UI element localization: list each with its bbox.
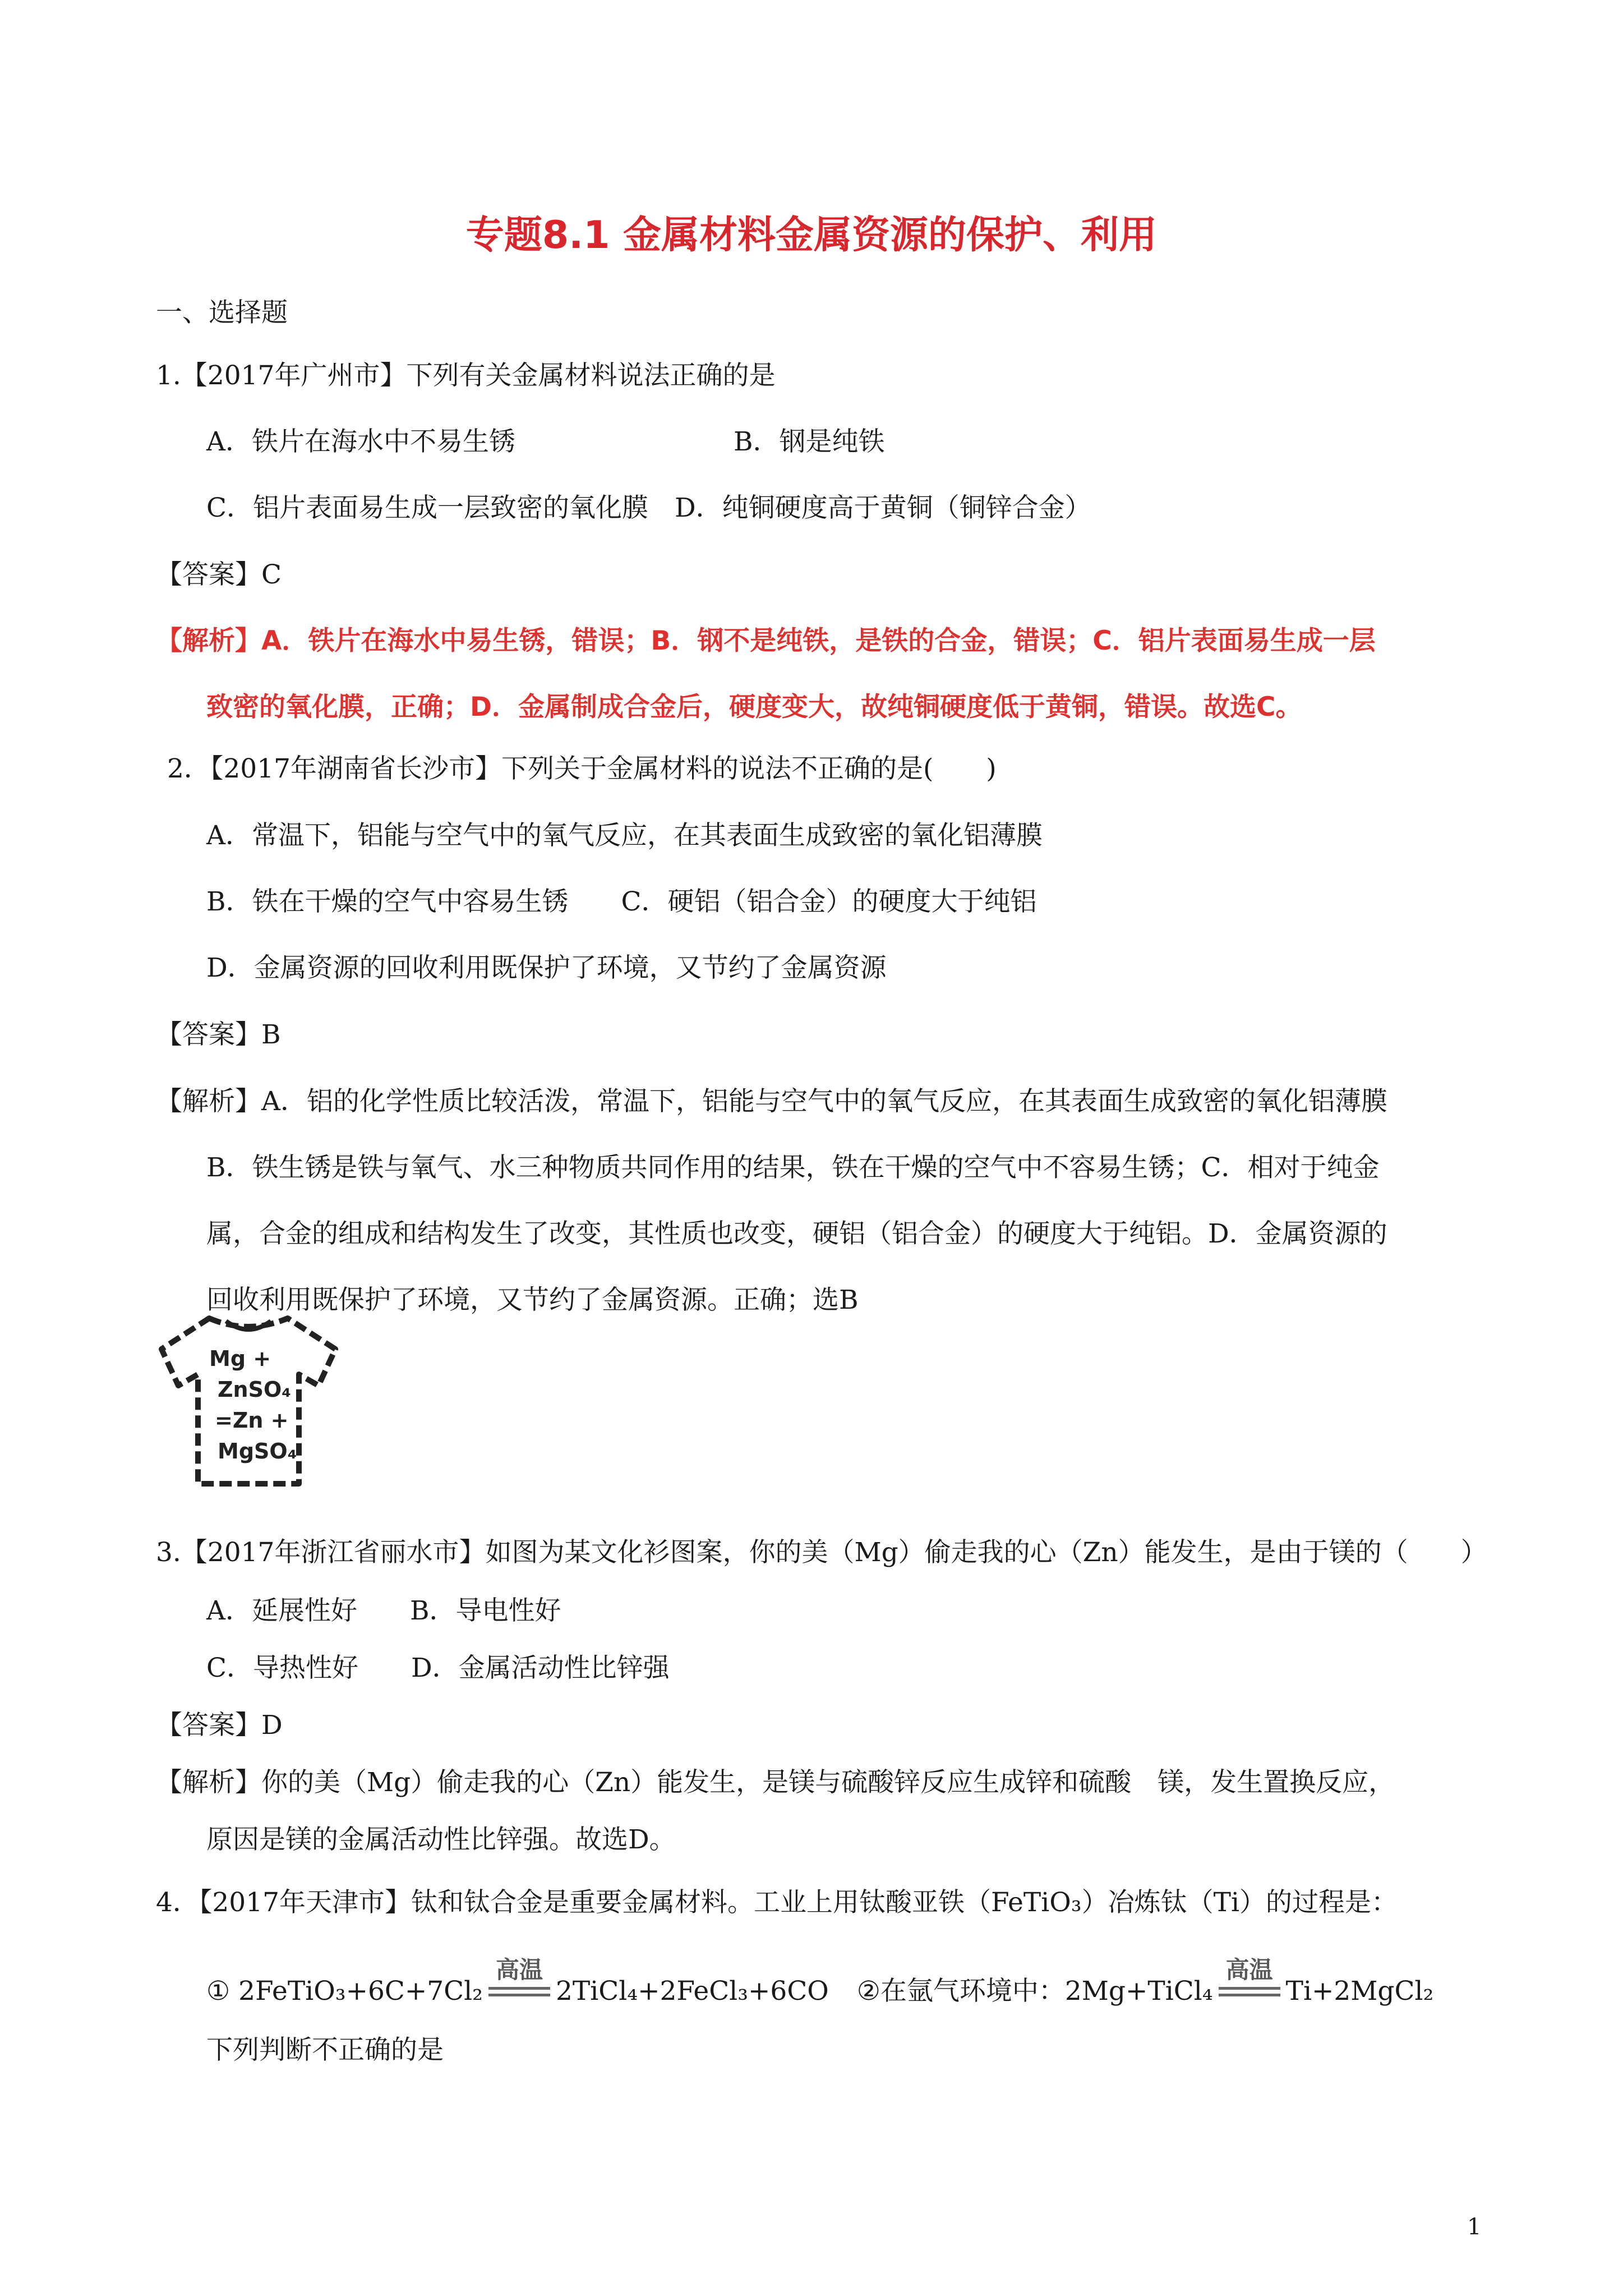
q2-analysis-line3: 属，合金的组成和结构发生了改变，其性质也改变，硬铝（铝合金）的硬度大于纯铝。D．金属资源的: [206, 1218, 1387, 1249]
page-title: 专题8.1 金属材料金属资源的保护、利用: [465, 213, 1158, 257]
q2-option-bc: B．铁在干燥的空气中容易生锈 C．硬铝（铝合金）的硬度大于纯铝: [206, 886, 1037, 917]
eq1-condition: 高温: [495, 1956, 543, 1984]
q1-option-b: B．钢是纯铁: [734, 426, 885, 457]
q2-analysis-line4: 回收利用既保护了环境，又节约了金属资源。正确；选B: [206, 1285, 859, 1315]
q1-option-cd: C．铝片表面易生成一层致密的氧化膜 D．纯铜硬度高于黄铜（铜锌合金）: [206, 493, 1091, 523]
tshirt-text-3: =Zn +: [215, 1408, 289, 1433]
eq2-arrow: [1216, 1956, 1283, 2008]
tshirt-text-1: Mg +: [209, 1346, 271, 1371]
q1-option-a: A．铁片在海水中不易生锈: [206, 426, 515, 457]
eq1-right: 2TiCl₄+2FeCl₃+6CO: [555, 1976, 829, 2007]
q1-analysis-line2: 致密的氧化膜，正确；D．金属制成合金后，硬度变大，故纯铜硬度低于黄铜，错误。故选C。: [206, 692, 1302, 723]
eq1-arrow: [486, 1956, 552, 2008]
eq2-left: ②在氩气环境中：2Mg+TiCl₄: [856, 1976, 1213, 2007]
q3-option-ab: A．延展性好 B．导电性好: [206, 1595, 561, 1626]
q4-equations: [206, 1956, 1434, 2008]
q2-analysis-line1: 【解析】A．铝的化学性质比较活泼，常温下，铝能与空气中的氧气反应，在其表面生成致密的氧化铝薄膜: [156, 1086, 1387, 1117]
q2-analysis-line2: B．铁生锈是铁与氧气、水三种物质共同作用的结果，铁在干燥的空气中不容易生锈；C．相对于纯金: [206, 1152, 1380, 1183]
eq1-left: ① 2FeTiO₃+6C+7Cl₂: [206, 1976, 483, 2007]
q1-stem: 1.【2017年广州市】下列有关金属材料说法正确的是: [156, 360, 776, 391]
tshirt-text-4: MgSO₄: [218, 1439, 297, 1464]
q2-answer: 【答案】B: [156, 1019, 281, 1050]
page-number: 1: [1467, 2214, 1482, 2240]
q2-option-a: A．常温下，铝能与空气中的氧气反应，在其表面生成致密的氧化铝薄膜: [206, 820, 1043, 851]
q3-stem: 3.【2017年浙江省丽水市】如图为某文化衫图案，你的美（Mg）偷走我的心（Zn）能发生，是由于镁的（ ）: [156, 1537, 1487, 1568]
section-heading: 一、选择题: [156, 297, 288, 328]
q4-judge: 下列判断不正确的是: [206, 2035, 444, 2065]
q2-stem: 2．【2017年湖南省长沙市】下列关于金属材料的说法不正确的是( ): [167, 753, 997, 784]
tshirt-text-2: ZnSO₄: [218, 1377, 291, 1402]
q3-analysis-line2: 原因是镁的金属活动性比锌强。故选D。: [206, 1824, 676, 1855]
q1-analysis-line1: 【解析】A．铁片在海水中易生锈，错误；B．钢不是纯铁，是铁的合金，错误；C．铝片表面易生成一层: [156, 625, 1376, 656]
q2-option-d: D．金属资源的回收利用既保护了环境，又节约了金属资源: [206, 953, 887, 983]
eq2-condition: 高温: [1225, 1956, 1273, 1984]
eq2-right: Ti+2MgCl₂: [1285, 1976, 1434, 2007]
q3-analysis-line1: 【解析】你的美（Mg）偷走我的心（Zn）能发生，是镁与硫酸锌反应生成锌和硫酸 镁，发生置换反应，: [156, 1767, 1395, 1798]
q4-stem: 4．【2017年天津市】钛和钛合金是重要金属材料。工业上用钛酸亚铁（FeTiO₃）冶炼钛（Ti）的过程是：: [156, 1887, 1398, 1918]
q3-answer: 【答案】D: [156, 1710, 283, 1741]
tshirt-figure: [156, 1307, 341, 1492]
q3-option-cd: C．导热性好 D．金属活动性比锌强: [206, 1653, 670, 1683]
q1-answer: 【答案】C: [156, 559, 282, 590]
